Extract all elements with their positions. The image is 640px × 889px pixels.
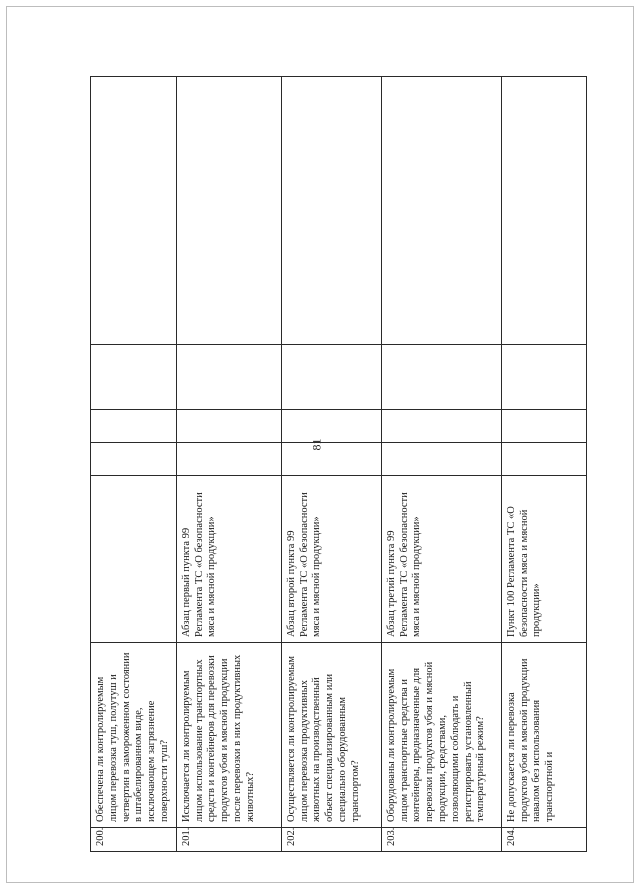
answer-yes-cell bbox=[501, 443, 586, 476]
row-reference: Абзац первый пункта 99 Регламента ТС «О безопасности мяса и мясной продукции» bbox=[176, 476, 281, 643]
row-question: Осуществляется ли контролируемым лицом перевозка продуктивных животных на производственный объект специализированным или специально оборудованным транспортом? bbox=[281, 643, 381, 828]
answer-no-cell bbox=[176, 410, 281, 443]
row-question: Не допускается ли перевозка продуктов убоя и мясной продукции навалом без использования транспортной и bbox=[501, 643, 586, 828]
row-note-cell bbox=[91, 77, 177, 345]
table-row bbox=[281, 77, 381, 852]
row-number: 204. bbox=[501, 828, 586, 852]
row-number: 202. bbox=[281, 828, 381, 852]
answer-yes-cell bbox=[176, 443, 281, 476]
table-row bbox=[176, 77, 281, 852]
row-note-cell bbox=[381, 77, 501, 345]
row-reference: Пункт 100 Регламента ТС «О безопасности мяса и мясной продукции» bbox=[501, 476, 586, 643]
answer-yes-cell bbox=[281, 443, 381, 476]
row-number: 203. bbox=[381, 828, 501, 852]
row-question: Обеспечена ли контролируемым лицом перевозка туш, полутуш и четвертин в замороженном состоянии в штабелированном виде, исключающем загрязнение поверхности туш? bbox=[91, 643, 177, 828]
row-reference bbox=[91, 476, 177, 643]
page-number: 81 bbox=[309, 438, 324, 451]
row-note-cell bbox=[281, 77, 381, 345]
rotated-table-container bbox=[90, 77, 585, 852]
row-note-cell bbox=[176, 77, 281, 345]
answer-no-cell bbox=[91, 410, 177, 443]
row-note-cell bbox=[501, 77, 586, 345]
answer-no-cell bbox=[381, 410, 501, 443]
row-number: 200. bbox=[91, 828, 177, 852]
checklist-table bbox=[90, 76, 587, 852]
row-reference: Абзац второй пункта 99 Регламента ТС «О безопасности мяса и мясной продукции» bbox=[281, 476, 381, 643]
answer-na-cell bbox=[381, 345, 501, 410]
answer-na-cell bbox=[176, 345, 281, 410]
answer-no-cell bbox=[501, 410, 586, 443]
answer-yes-cell bbox=[91, 443, 177, 476]
row-question: Исключается ли контролируемым лицом использование транспортных средств и контейнеров для перевозки продуктов убоя и мясной продукции после перевозки в них продуктивных животных? bbox=[176, 643, 281, 828]
row-reference: Абзац третий пункта 99 Регламента ТС «О безопасности мяса и мясной продукции» bbox=[381, 476, 501, 643]
answer-no-cell bbox=[281, 410, 381, 443]
table-row bbox=[91, 77, 177, 852]
answer-na-cell bbox=[281, 345, 381, 410]
answer-yes-cell bbox=[381, 443, 501, 476]
table-row bbox=[381, 77, 501, 852]
table-row bbox=[501, 77, 586, 852]
answer-na-cell bbox=[501, 345, 586, 410]
row-number: 201. bbox=[176, 828, 281, 852]
row-question: Оборудованы ли контролируемым лицом транспортные средства и контейнеры, предназначенные для перевозки продуктов убоя и мясной продукции, средствами, позволяющими соблюдать и регистрировать установленный температурный режим? bbox=[381, 643, 501, 828]
answer-na-cell bbox=[91, 345, 177, 410]
